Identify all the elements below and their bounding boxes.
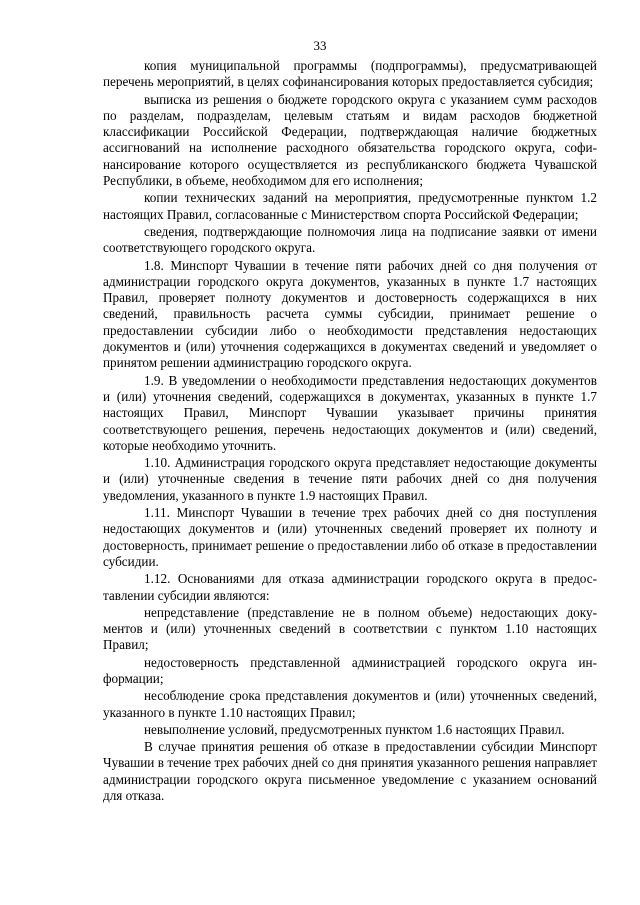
paragraph: непредставление (представление не в полном объеме) недостающих документов и (или) уточненных сведений в соответствии с пунктом 1.10 настоящих Правил; xyxy=(103,604,597,653)
paragraph: копии технических заданий на мероприятия, предусмотренные пунктом 1.2 настоящих Правил, согласованные с Министерством спорта Российской Федерации; xyxy=(103,190,597,222)
paragraph: сведения, подтверждающие полномочия лица на подписание заявки от имени соответствующего городского округа. xyxy=(103,223,597,256)
paragraph: 1.11. Минспорт Чувашии в течение трех рабочих дней со дня поступления недостающих документов и (или) уточненных сведений проверяет их полноту и достоверность, принимает решение о предоставлении либо об отказе в предоставлении субсидии. xyxy=(103,505,597,569)
page-number: 33 xyxy=(313,38,327,53)
paragraph: выписка из решения о бюджете городского округа с указанием сумм расходов по разделам, подразделам, целевым статьям и видам расходов бюджетной классификации Российской Федерации, подтверждающая наличие бюджетных ассигнований на исполнение расходного обязательства городского округа, софинансирование которого осуществляется из республиканского бюджета Чувашской Республики, в объеме, необходимом для его исполнения; xyxy=(103,91,597,189)
paragraph: 1.8. Минспорт Чувашии в течение пяти рабочих дней со дня получения от администрации городского округа документов, указанных в пункте 1.7 настоящих Правил, проверяет полноту документов и достоверность содержащихся в них сведений, правильность расчета суммы субсидии, принимает решение о предоставлении субсидии либо о необходимости представления недостающих документов и (или) уточнения содержащихся в документах сведений и уведомляет о принятом решении администрацию городского округа. xyxy=(103,257,597,371)
paragraph: В случае принятия решения об отказе в предоставлении субсидии Минспорт Чувашии в течение трех рабочих дней со дня принятия указанного решения направляет администрации городского округа письменное уведомление с указанием оснований для отказа. xyxy=(103,739,597,804)
paragraph: 1.10. Администрация городского округа представляет недостающие документы и (или) уточненные сведения в течение пяти рабочих дней со дня получения уведомления, указанного в пункте 1.9 настоящих Правил. xyxy=(103,455,597,503)
body-text xyxy=(103,58,597,805)
paragraph: невыполнение условий, предусмотренных пунктом 1.6 настоящих Правил. xyxy=(144,721,565,737)
paragraph: несоблюдение срока представления документов и (или) уточненных сведений, указанного в пункте 1.10 настоящих Правил; xyxy=(103,688,597,720)
paragraph: 1.9. В уведомлении о необходимости представления недостающих документов и (или) уточнения сведений, содержащихся в документах, указанных в пункте 1.7 настоящих Правил, Минспорт Чувашии указывает причины принятия соответствующего решения, перечень недостающих документов и (или) сведений, которые необходимо уточнить. xyxy=(103,372,597,453)
paragraph: 1.12. Основаниями для отказа администрации городского округа в предоставлении субсидии являются: xyxy=(103,571,597,603)
paragraph: недостоверность представленной администрацией городского округа информации; xyxy=(103,654,597,686)
paragraph: копия муниципальной программы (подпрограммы), предусматривающей перечень мероприятий, в целях софинансирования которых предоставляется субсидия; xyxy=(103,58,597,90)
